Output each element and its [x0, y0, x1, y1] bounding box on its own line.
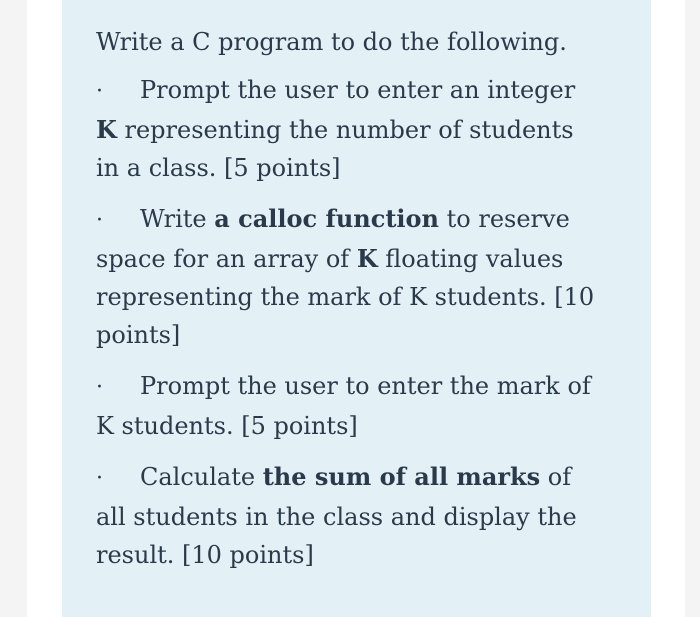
item-text: of all students in the class and display the result. [10 points] — [96, 463, 577, 569]
bullet: · — [96, 208, 103, 233]
bullet: · — [96, 375, 103, 400]
item-text: Prompt the user to enter the mark of K students. [5 points] — [96, 372, 591, 440]
list-item-enter-marks — [96, 367, 596, 445]
item-text-bold: K — [356, 244, 378, 273]
item-text-bold: a calloc function — [214, 204, 439, 233]
item-text: to reserve space for an array of — [96, 205, 570, 273]
bullet: · — [96, 79, 103, 104]
item-text: Prompt the user to enter an integer — [140, 76, 576, 104]
question-content — [96, 23, 596, 587]
bullet: · — [96, 466, 103, 491]
list-item-sum — [96, 458, 596, 574]
item-text: floating values representing the mark of K students. [10 points] — [96, 245, 595, 349]
list-item-calloc — [96, 200, 596, 354]
item-text: Calculate — [140, 463, 263, 491]
list-item-prompt-k — [96, 71, 596, 187]
item-text-bold: K — [96, 115, 117, 144]
item-text: representing the number of students in a class. [5 points] — [96, 116, 574, 182]
item-text: Write — [140, 205, 215, 233]
question-intro: Write a C program to do the following. — [96, 28, 567, 56]
item-text-bold: the sum of all marks — [262, 462, 541, 491]
